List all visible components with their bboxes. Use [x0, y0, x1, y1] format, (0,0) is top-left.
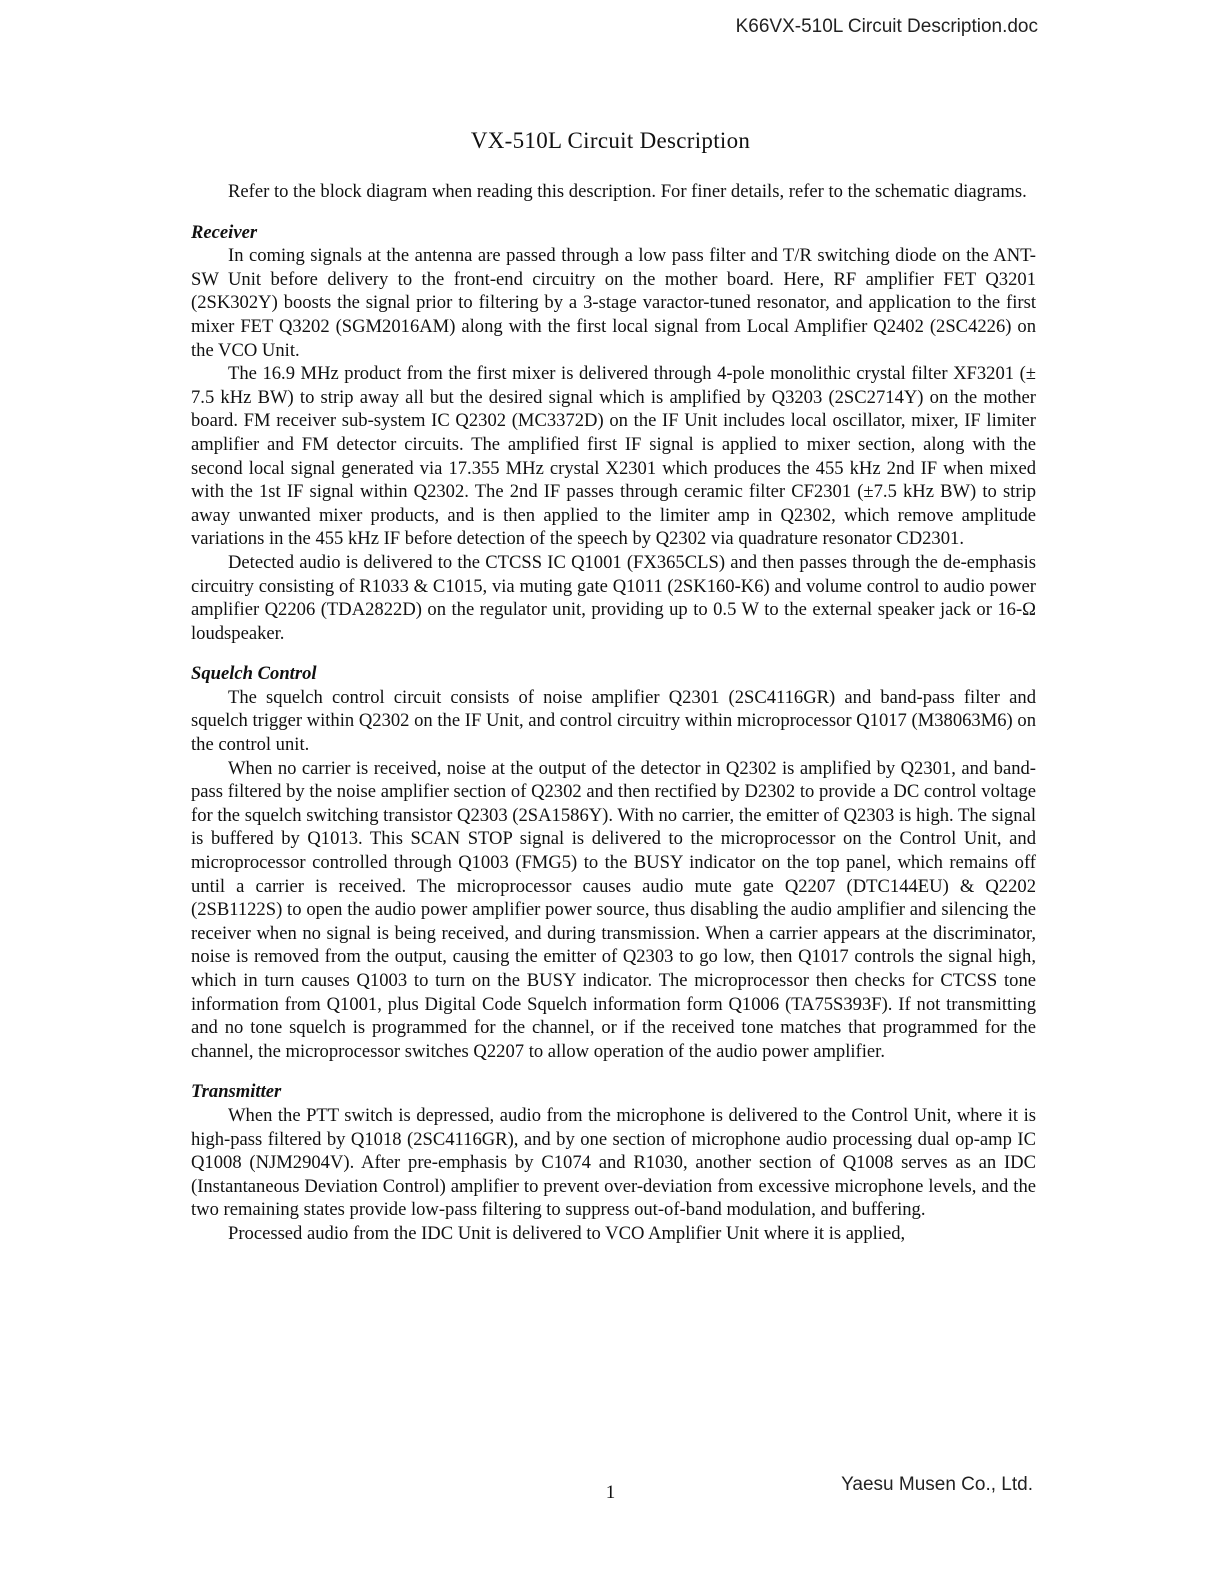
section-heading-squelch: Squelch Control — [191, 663, 317, 685]
section-heading-receiver: Receiver — [191, 221, 258, 243]
intro-paragraph: Refer to the block diagram when reading this description. For finer details, refer to the schematic diagrams. — [228, 181, 1027, 202]
paragraph: Detected audio is delivered to the CTCSS IC Q1001 (FX365CLS) and then passes through the de-emphasis circuitry consisting of R1033 & C1015, via muting gate Q1011 (2SK160-K6) and volume control to audio power amplifier Q2206 (TDA2822D) on the regulator unit, providing up to 0.5 W to the external speaker jack or 16-Ω loudspeaker. — [191, 551, 1036, 644]
paragraph: The squelch control circuit consists of noise amplifier Q2301 (2SC4116GR) and band-pass filter and squelch trigger within Q2302 on the IF Unit, and control circuitry within microprocessor Q1017 (M38063M6) on the control unit. — [191, 686, 1036, 756]
squelch-section — [191, 662, 1036, 1063]
transmitter-section — [191, 1080, 1036, 1245]
page-number: 1 — [605, 1482, 616, 1503]
page-title: VX-510L Circuit Description — [470, 128, 751, 153]
document-body — [191, 180, 1036, 1246]
paragraph: In coming signals at the antenna are passed through a low pass filter and T/R switching diode on the ANT-SW Unit before delivery to the front-end circuitry on the mother board. Here, RF amplifier FET Q3201 (2SK302Y) boosts the signal prior to filtering by a 3-stage varactor-tuned resonator, and application to the first mixer FET Q3202 (SGM2016AM) along with the first local signal from Local Amplifier Q2402 (2SC4226) on the VCO Unit. — [191, 245, 1036, 361]
section-heading-transmitter: Transmitter — [191, 1081, 282, 1103]
company-name: Yaesu Musen Co., Ltd. — [841, 1474, 1033, 1495]
paragraph: Processed audio from the IDC Unit is delivered to VCO Amplifier Unit where it is applied, — [228, 1222, 906, 1244]
paragraph: The 16.9 MHz product from the first mixer is delivered through 4-pole monolithic crystal filter XF3201 (± 7.5 kHz BW) to strip away all but the desired signal which is amplified by Q3203 (2SC2714Y) on the mother board. FM receiver sub-system IC Q2302 (MC3372D) on the IF Unit includes local oscillator, mixer, IF limiter amplifier and FM detector circuits. The amplified first IF signal is applied to mixer section, along with the second local signal generated via 17.355 MHz crystal X2301 which produces the 455 kHz 2nd IF when mixed with the 1st IF signal within Q2302. The 2nd IF passes through ceramic filter CF2301 (±7.5 kHz BW) to strip away unwanted mixer products, and is then applied to the limiter amp in Q2302, which remove amplitude variations in the 455 kHz IF before detection of the speech by Q2302 via quadrature resonator CD2301. — [191, 363, 1036, 550]
document-filename: K66VX-510L Circuit Description.doc — [735, 16, 1038, 37]
receiver-section — [191, 221, 1036, 646]
paragraph: When the PTT switch is depressed, audio from the microphone is delivered to the Control Unit, where it is high-pass filtered by Q1018 (2SC4116GR), and by one section of microphone audio processing dual op-amp IC Q1008 (NJM2904V). After pre-emphasis by C1074 and R1030, another section of Q1008 serves as an IDC (Instantaneous Deviation Control) amplifier to prevent over-deviation from excessive microphone levels, and the two remaining states provide low-pass filtering to suppress out-of-band modulation, and buffering. — [191, 1104, 1036, 1221]
paragraph: When no carrier is received, noise at the output of the detector in Q2302 is amplified by Q2301, and band-pass filtered by the noise amplifier section of Q2302 and then rectified by D2302 to provide a DC control voltage for the squelch switching transistor Q2303 (2SA1586Y). With no carrier, the emitter of Q2303 is high. The signal is buffered by Q1013. This SCAN STOP signal is delivered to the microprocessor on the Control Unit, and microprocessor controlled through Q1003 (FMG5) to the BUSY indicator on the top panel, which remains off until a carrier is received. The microprocessor causes audio mute gate Q2207 (DTC144EU) & Q2202 (2SB1122S) to open the audio power amplifier power source, thus disabling the audio amplifier and silencing the receiver when no signal is being received, and during transmission. When a carrier appears at the discriminator, noise is removed from the output, causing the emitter of Q2303 to go low, then Q1017 controls the signal high, which in turn causes Q1003 to turn on the BUSY indicator. The microprocessor then checks for CTCSS tone information from Q1001, plus Digital Code Squelch information form Q1006 (TA75S393F). If not transmitting and no tone squelch is programmed for the channel, or if the received tone matches that programmed for the channel, the microprocessor switches Q2207 to allow operation of the audio power amplifier. — [191, 757, 1036, 1062]
